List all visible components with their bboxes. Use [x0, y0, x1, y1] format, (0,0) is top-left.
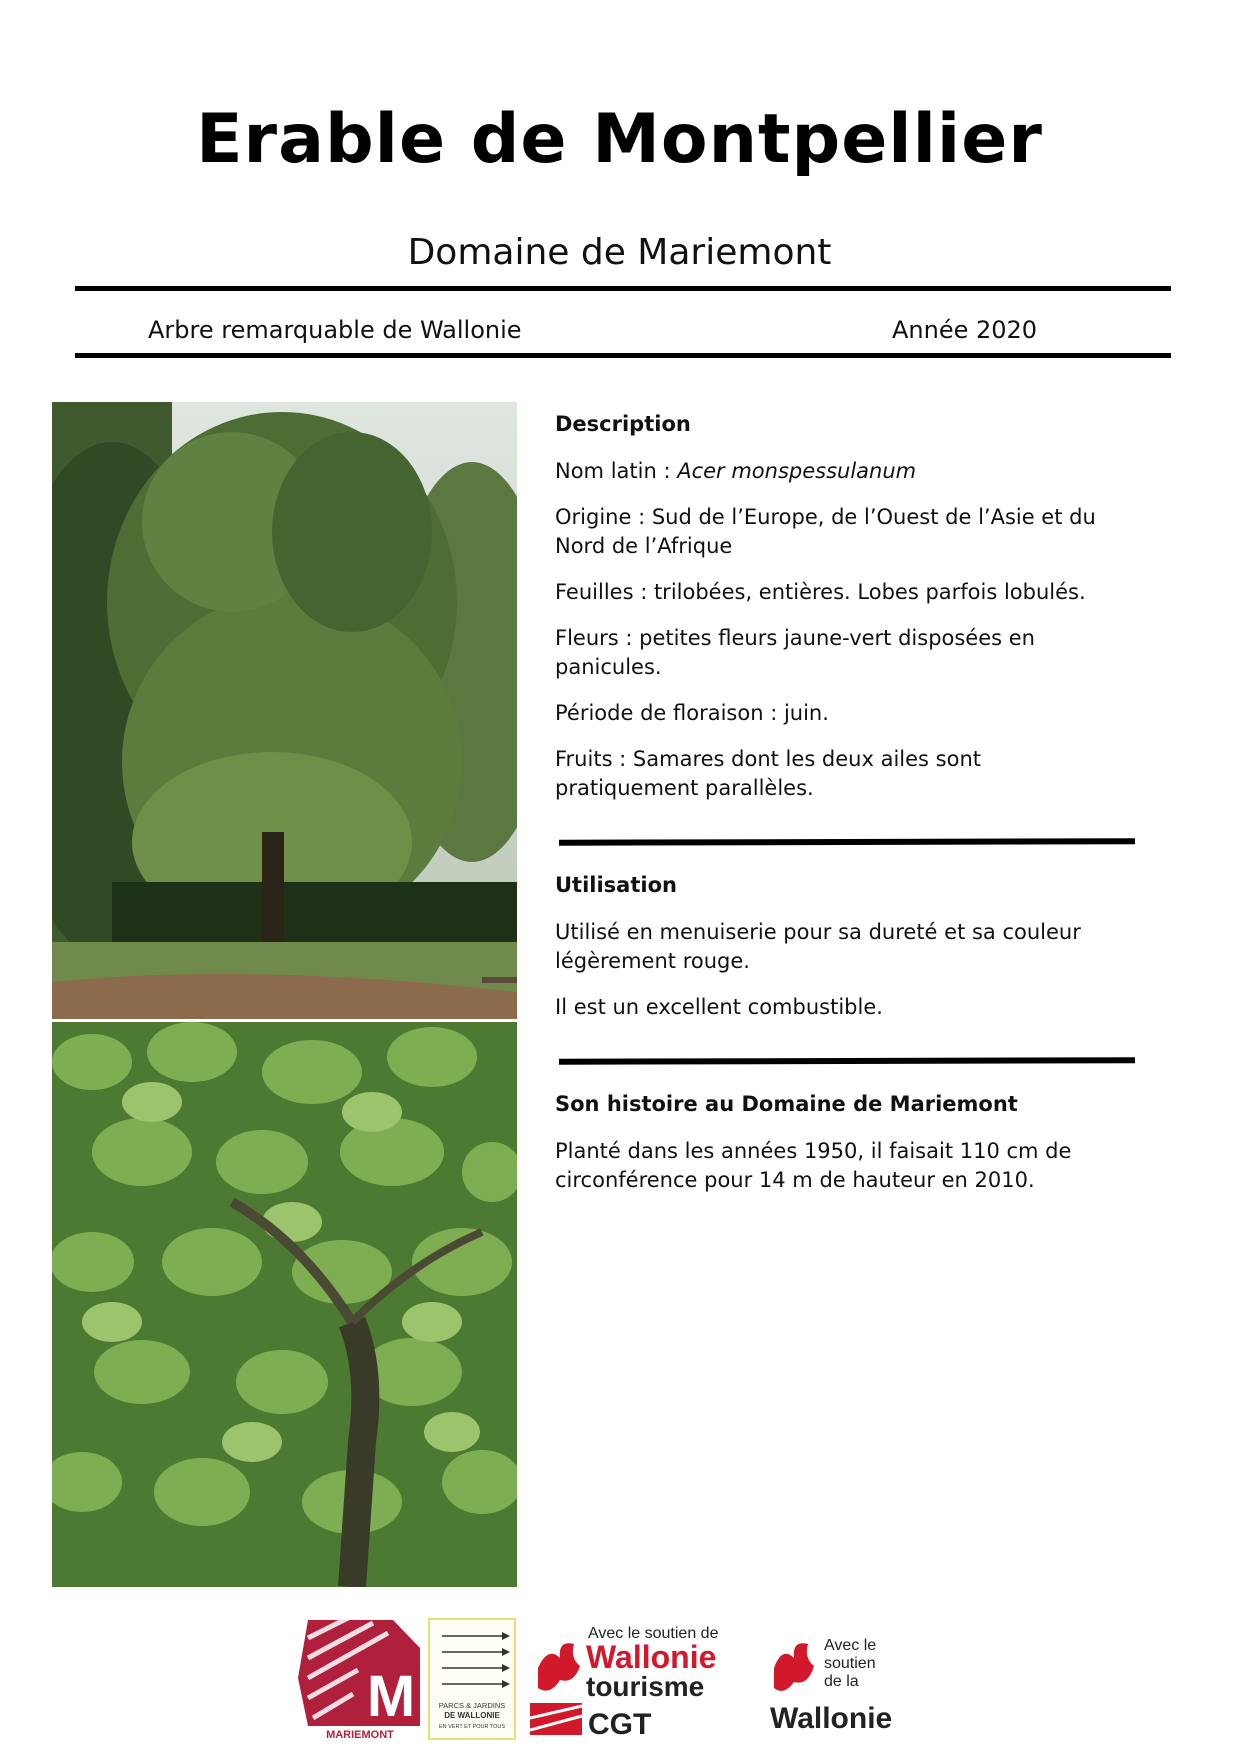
- mariemont-logo: [298, 1618, 423, 1740]
- tourism-cgt: CGT: [588, 1708, 652, 1740]
- mariemont-name: MARIEMONT: [326, 1729, 394, 1740]
- category-label: Arbre remarquable de Wallonie: [148, 316, 522, 344]
- usage-heading: Utilisation: [555, 873, 677, 897]
- mariemont-m: M: [366, 1664, 416, 1729]
- flowering-text: Période de floraison : juin.: [555, 701, 829, 725]
- parcs-line2: DE WALLONIE: [444, 1711, 500, 1720]
- tourism-word: tourisme: [586, 1671, 705, 1702]
- tourism-wallonie: Wallonie: [586, 1639, 717, 1675]
- flowers-text: Fleurs : petites fleurs jaune-vert disposées en panicules.: [555, 626, 1035, 679]
- usage-text-1: Utilisé en menuiserie pour sa dureté et sa couleur légèrement rouge.: [555, 920, 1081, 973]
- latin-name: [555, 457, 1115, 486]
- rooster-icon: [774, 1643, 814, 1691]
- top-rule: [75, 286, 1171, 291]
- wallonie-tourisme-logo: [530, 1618, 730, 1740]
- usage-text-2: Il est un excellent combustible.: [555, 995, 883, 1019]
- wal-name: Wallonie: [770, 1702, 893, 1735]
- parcs-line3: EN VERT ET POUR TOUS: [438, 1724, 506, 1730]
- rooster-icon: [538, 1643, 580, 1690]
- wal-line3: de la: [824, 1673, 859, 1690]
- section-divider: [559, 838, 1135, 846]
- parcs-line1: PARCS & JARDINS: [438, 1701, 506, 1710]
- bottom-rule: [75, 353, 1171, 358]
- latin-label: Nom latin :: [555, 459, 678, 483]
- origin-text: Origine : Sud de l’Europe, de l’Ouest de l’Asie et du Nord de l’Afrique: [555, 505, 1096, 558]
- latin-value: Acer monspessulanum: [677, 459, 917, 483]
- content-column: [555, 410, 1115, 1212]
- wallonie-support-logo: [768, 1628, 908, 1740]
- wal-line2: soutien: [824, 1655, 876, 1672]
- section-divider: [559, 1057, 1135, 1065]
- fruits-text: Fruits : Samares dont les deux ailes sont pratiquement parallèles.: [555, 747, 981, 800]
- page-subtitle: Domaine de Mariemont: [407, 232, 832, 273]
- description-heading: Description: [555, 412, 691, 436]
- parcs-jardins-logo: [428, 1618, 516, 1740]
- leaves-photo: [52, 1022, 517, 1587]
- year-label: Année 2020: [892, 316, 1038, 344]
- history-heading: Son histoire au Domaine de Mariemont: [555, 1092, 1018, 1116]
- wal-line1: Avec le: [824, 1637, 877, 1654]
- tourism-top: Avec le soutien de: [588, 1625, 719, 1642]
- tree-photo: [52, 402, 517, 1019]
- page-title: Erable de Montpellier: [196, 100, 1043, 179]
- history-text: Planté dans les années 1950, il faisait 110 cm de circonférence pour 14 m de hauteur en 2010.: [555, 1139, 1072, 1192]
- leaves-text: Feuilles : trilobées, entières. Lobes parfois lobulés.: [555, 580, 1086, 604]
